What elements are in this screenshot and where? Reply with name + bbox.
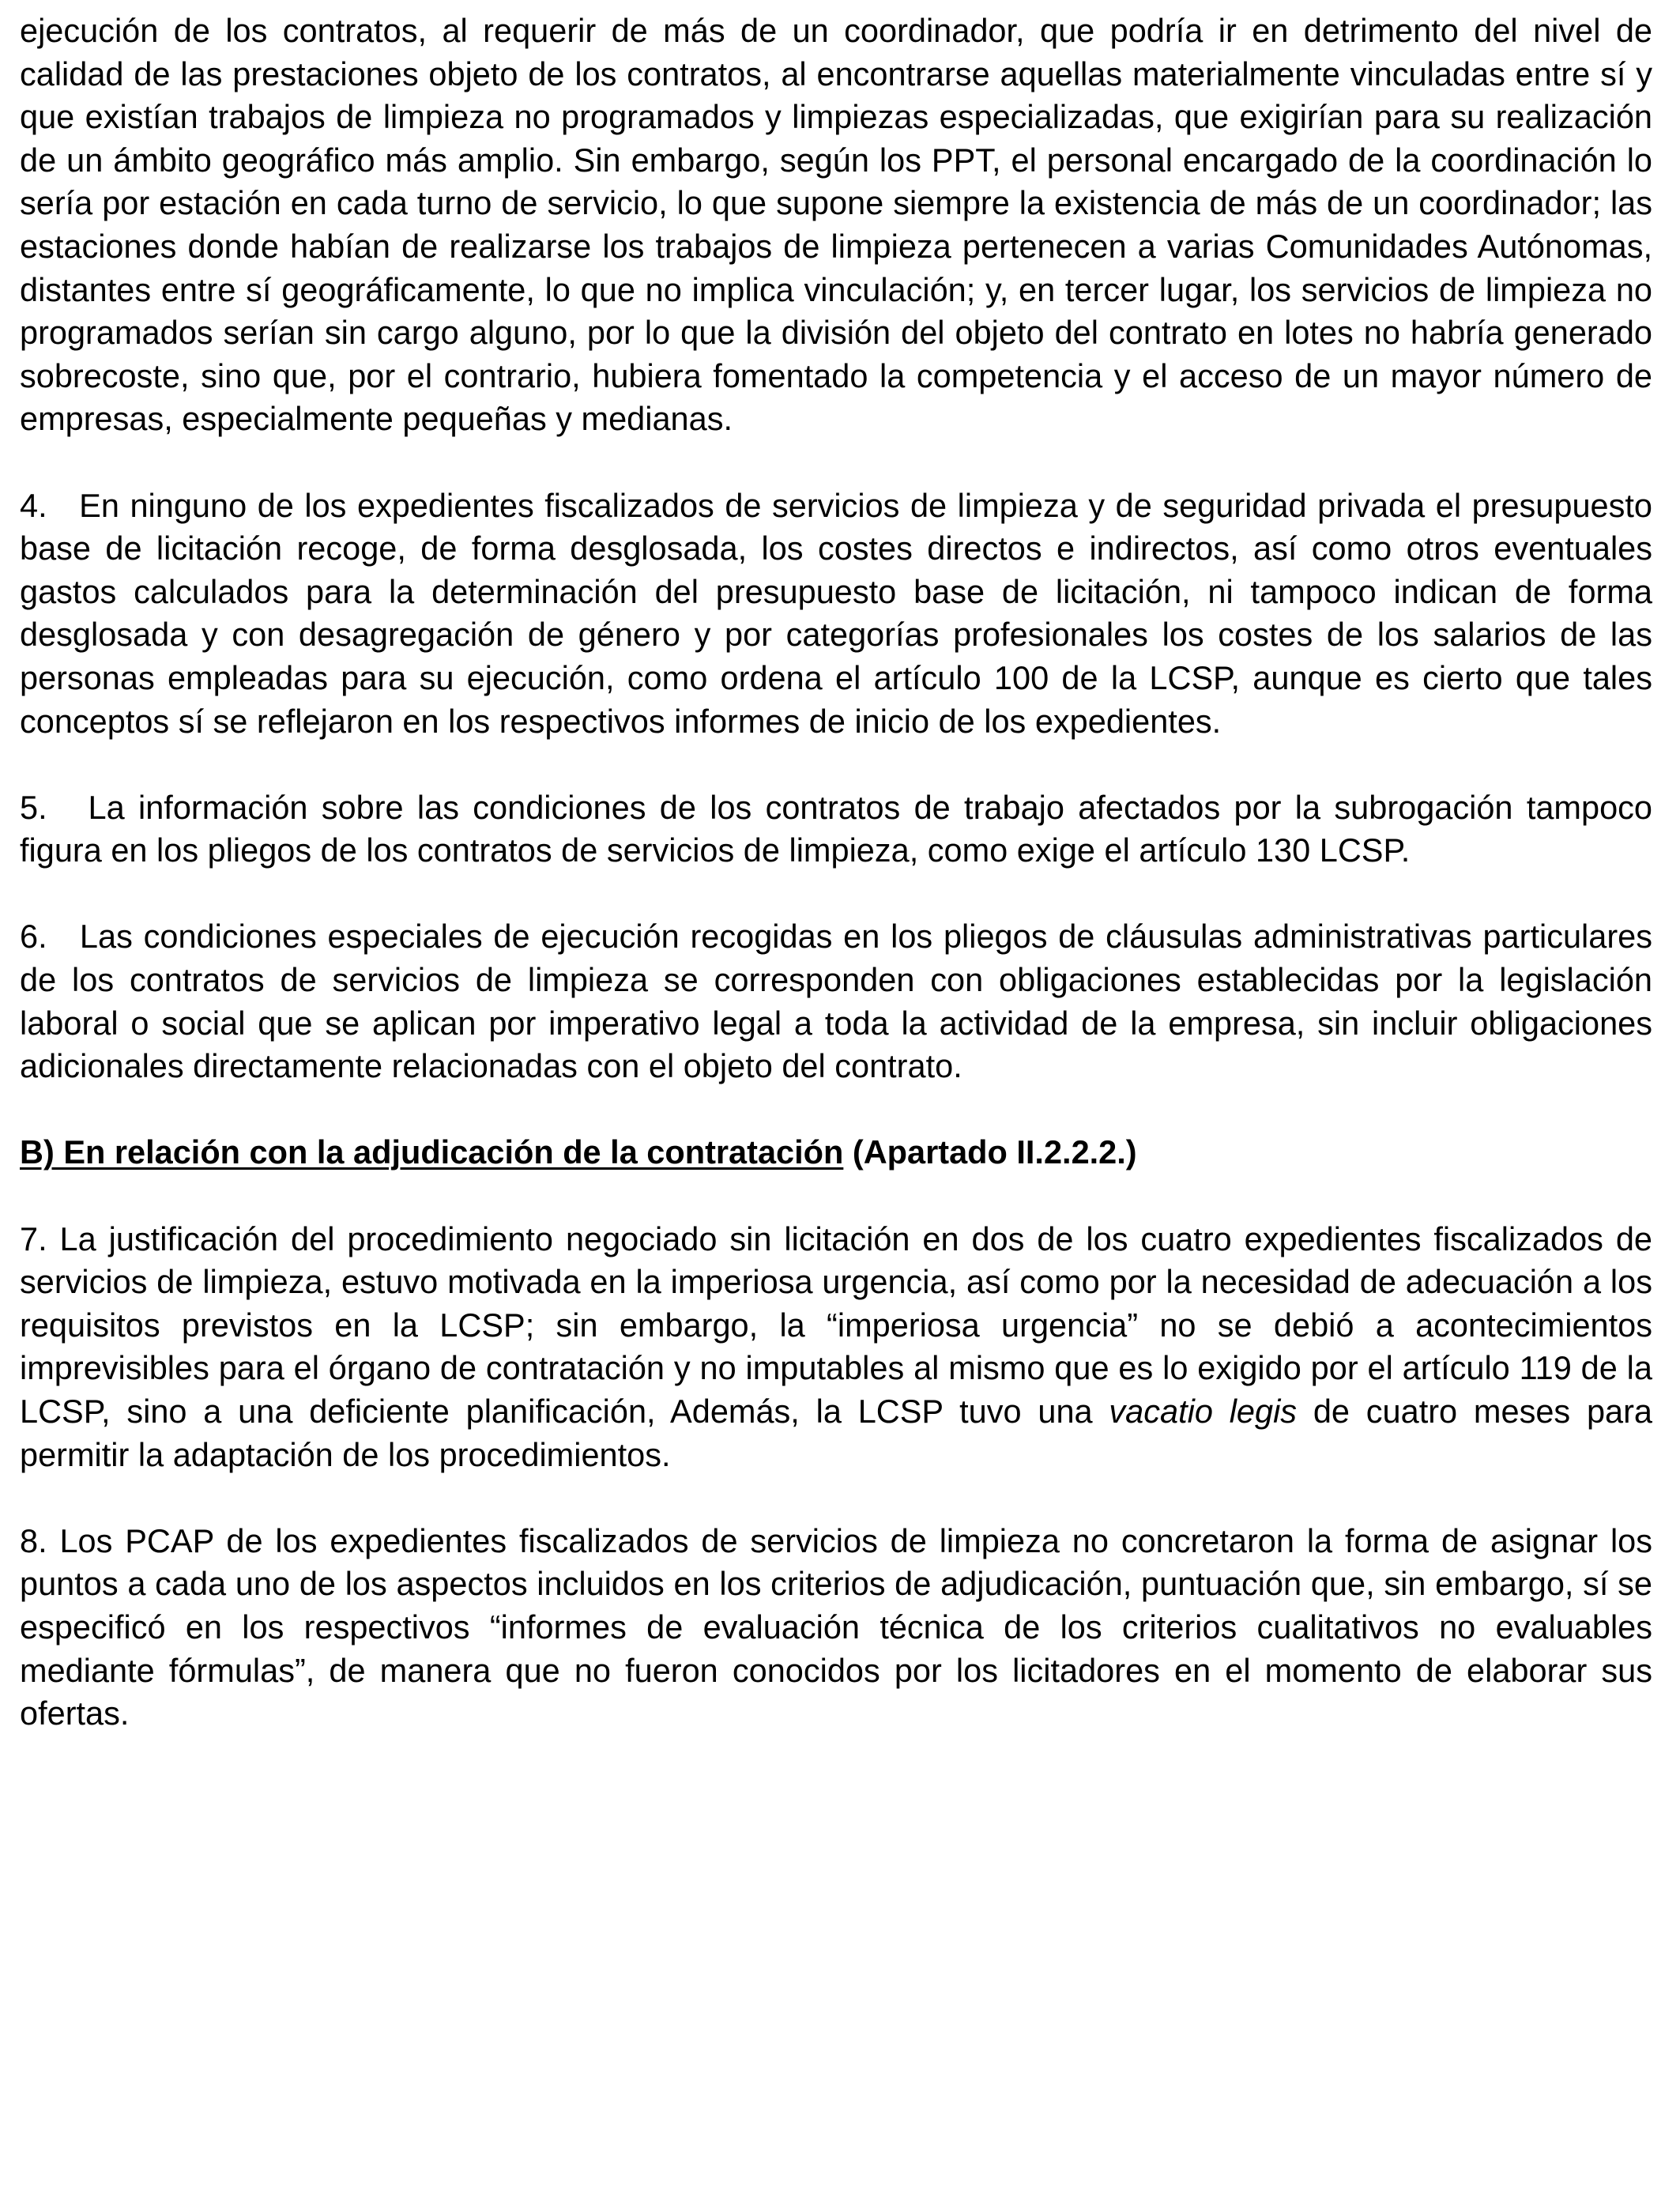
paragraph-7-text-start: 7. La justificación del procedimiento negociado sin licitación en dos de los cuatro expedientes fiscalizados de servicios de limpieza, estuvo motivada en la imperiosa urgencia, así como por la necesidad de adecuación a los requisitos previstos en la LCSP; sin embargo, la “imperiosa urgencia” no se debió a acontecimientos imprevisibles para el órgano de contratación y no imputables al mismo que es lo exigido por el artículo 119 de la LCSP, sino a una deficiente planificación, Además, la LCSP tuvo una [20, 1220, 1652, 1430]
paragraph-7-text-end: de cuatro meses para permitir la adaptación de los procedimientos. [20, 1393, 1653, 1473]
paragraph-7 [20, 1218, 1652, 1477]
paragraph-6: 6. Las condiciones especiales de ejecución recogidas en los pliegos de cláusulas administrativas particulares de los contratos de servicios de limpieza se corresponden con obligaciones establecidas por la legislación laboral o social que se aplican por imperativo legal a toda la actividad de la empresa, sin incluir obligaciones adicionales directamente relacionadas con el objeto del contrato. [20, 918, 1652, 1085]
paragraph-5: 5. La información sobre las condiciones de los contratos de trabajo afectados por la subrogación tampoco figura en los pliegos de los contratos de servicios de limpieza, como exige el artículo 130 LCSP. [20, 788, 1652, 869]
paragraph-4: 4. En ninguno de los expedientes fiscalizados de servicios de limpieza y de seguridad privada el presupuesto base de licitación recoge, de forma desglosada, los costes directos e indirectos, así como otros eventuales gastos calculados para la determinación del presupuesto base de licitación, ni tampoco indican de forma desglosada y con desagregación de género y por categorías profesionales los costes de los salarios de las personas empleadas para su ejecución, como ordena el artículo 100 de la LCSP, aunque es cierto que tales conceptos sí se reflejaron en los respectivos informes de inicio de los expedientes. [20, 486, 1652, 740]
document-page [20, 9, 1652, 1778]
paragraph-8: 8. Los PCAP de los expedientes fiscalizados de servicios de limpieza no concretaron la forma de asignar los puntos a cada uno de los aspectos incluidos en los criterios de adjudicación, puntuación que, sin embargo, sí se especificó en los respectivos “informes de evaluación técnica de los criterios cualitativos no evaluables mediante fórmulas”, de manera que no fueron conocidos por los licitadores en el momento de elaborar sus ofertas. [20, 1521, 1652, 1732]
section-heading-b [20, 1131, 1652, 1174]
paragraph-intro: ejecución de los contratos, al requerir de más de un coordinador, que podría ir en detrimento del nivel de calidad de las prestaciones objeto de los contratos, al encontrarse aquellas materialmente vinculadas entre sí y que existían trabajos de limpieza no programados y limpiezas especializadas, que exigirían para su realización de un ámbito geográfico más amplio. Sin embargo, según los PPT, el personal encargado de la coordinación lo sería por estación en cada turno de servicio, lo que supone siempre la existencia de más de un coordinador; las estaciones donde habían de realizarse los trabajos de limpieza pertenecen a varias Comunidades Autónomas, distantes entre sí geográficamente, lo que no implica vinculación; y, en tercer lugar, los servicios de limpieza no programados serían sin cargo alguno, por lo que la división del objeto del contrato en lotes no habría generado sobrecoste, sino que, por el contrario, hubiera fomentado la competencia y el acceso de un mayor número de empresas, especialmente pequeñas y medianas. [20, 12, 1652, 438]
paragraph-7-italic-term: vacatio legis [1109, 1393, 1298, 1430]
section-heading-b-title: B) En relación con la adjudicación de la contratación [20, 1133, 844, 1171]
section-heading-b-reference: (Apartado II.2.2.2.) [843, 1133, 1137, 1171]
